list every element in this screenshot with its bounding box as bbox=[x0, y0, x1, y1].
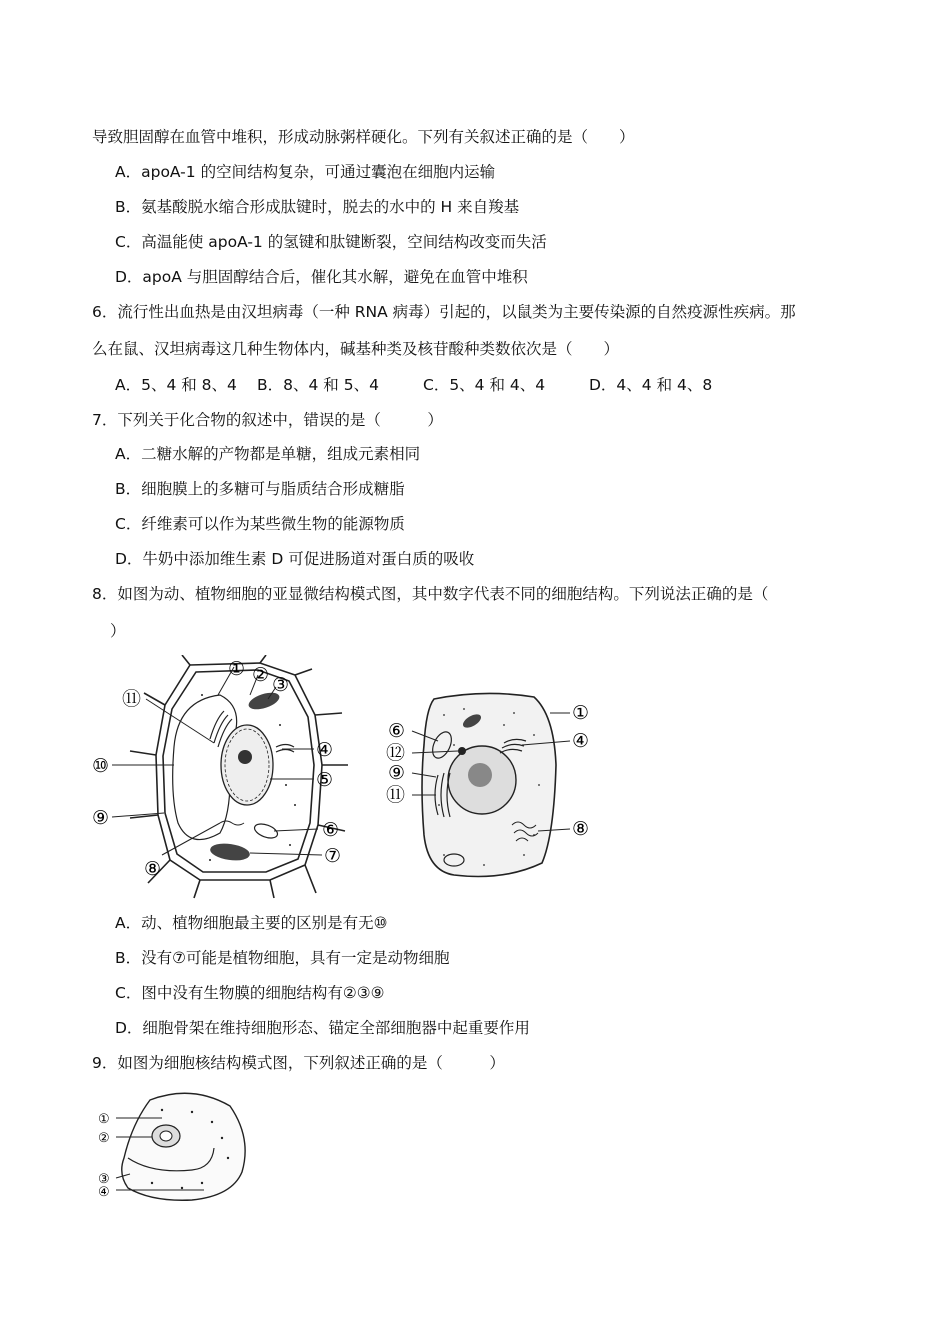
animal-label-1: ① bbox=[572, 702, 590, 724]
q8-option-b: B．没有⑦可能是植物细胞，具有一定是动物细胞 bbox=[115, 949, 450, 967]
q6-option-d: D．4、4 和 4、8 bbox=[589, 376, 713, 394]
plant-label-10: ⑩ bbox=[92, 755, 110, 777]
q7-option-a: A．二糖水解的产物都是单糖，组成元素相同 bbox=[115, 445, 421, 463]
q8-option-d: D．细胞骨架在维持细胞形态、锚定全部细胞器中起重要作用 bbox=[115, 1019, 530, 1037]
animal-label-12: ⑫ bbox=[386, 742, 406, 764]
q8-option-a: A．动、植物细胞最主要的区别是有无⑩ bbox=[115, 914, 388, 932]
animal-label-11: ⑪ bbox=[386, 784, 406, 806]
nucleus-label-3: ③ bbox=[98, 1172, 110, 1187]
animal-label-8: ⑧ bbox=[572, 818, 590, 840]
q5-option-c: C．高温能使 apoA-1 的氢键和肽键断裂，空间结构改变而失活 bbox=[115, 233, 547, 251]
q7-option-c: C．纤维素可以作为某些微生物的能源物质 bbox=[115, 515, 405, 533]
plant-label-3: ③ bbox=[272, 674, 290, 696]
nucleus-label-2: ② bbox=[98, 1131, 110, 1146]
q7-option-b: B．细胞膜上的多糖可与脂质结合形成糖脂 bbox=[115, 480, 405, 498]
q8-stem-line1: 8．如图为动、植物细胞的亚显微结构模式图，其中数字代表不同的细胞结构。下列说法正确的是（ bbox=[92, 585, 769, 603]
animal-label-9: ⑨ bbox=[388, 762, 406, 784]
nucleus-figure bbox=[92, 1088, 252, 1208]
plant-label-5: ⑤ bbox=[316, 769, 334, 791]
plant-label-6: ⑥ bbox=[322, 819, 340, 841]
nucleus-label-1: ① bbox=[98, 1112, 110, 1127]
plant-label-7: ⑦ bbox=[324, 845, 342, 867]
q5-option-b: B．氨基酸脱水缩合形成肽键时，脱去的水中的 H 来自羧基 bbox=[115, 198, 520, 216]
q7-option-d: D．牛奶中添加维生素 D 可促进肠道对蛋白质的吸收 bbox=[115, 550, 475, 568]
q6-stem-line1: 6．流行性出血热是由汉坦病毒（一种 RNA 病毒）引起的，以鼠类为主要传染源的自然疫源性疾病。那 bbox=[92, 303, 796, 321]
q6-option-c: C．5、4 和 4、4 bbox=[423, 376, 546, 394]
animal-label-4: ④ bbox=[572, 730, 590, 752]
q6-option-a: A．5、4 和 8、4 bbox=[115, 376, 237, 394]
q6-option-b: B．8、4 和 5、4 bbox=[257, 376, 379, 394]
q5-option-a: A．apoA-1 的空间结构复杂，可通过囊泡在细胞内运输 bbox=[115, 163, 496, 181]
animal-label-6: ⑥ bbox=[388, 720, 406, 742]
plant-label-9: ⑨ bbox=[92, 807, 110, 829]
q9-stem: 9．如图为细胞核结构模式图，下列叙述正确的是（ ） bbox=[92, 1054, 505, 1072]
plant-label-8: ⑧ bbox=[144, 858, 162, 880]
q5-option-d: D．apoA 与胆固醇结合后，催化其水解，避免在血管中堆积 bbox=[115, 268, 528, 286]
nucleus-label-4: ④ bbox=[98, 1185, 110, 1200]
q5-stem-tail: 导致胆固醇在血管中堆积，形成动脉粥样硬化。下列有关叙述正确的是（ ） bbox=[92, 128, 635, 146]
plant-cell-figure bbox=[90, 655, 360, 900]
plant-label-11: ⑪ bbox=[122, 688, 142, 710]
plant-label-1: ① bbox=[228, 658, 246, 680]
q6-stem-line2: 么在鼠、汉坦病毒这几种生物体内，碱基种类及核苷酸种类数依次是（ ） bbox=[92, 340, 620, 358]
q8-option-c: C．图中没有生物膜的细胞结构有②③⑨ bbox=[115, 984, 385, 1002]
plant-label-4: ④ bbox=[316, 739, 334, 761]
plant-label-2: ② bbox=[252, 664, 270, 686]
q8-stem-line2: ） bbox=[110, 622, 126, 640]
q7-stem: 7．下列关于化合物的叙述中，错误的是（ ） bbox=[92, 411, 443, 429]
animal-cell-figure bbox=[384, 685, 604, 885]
